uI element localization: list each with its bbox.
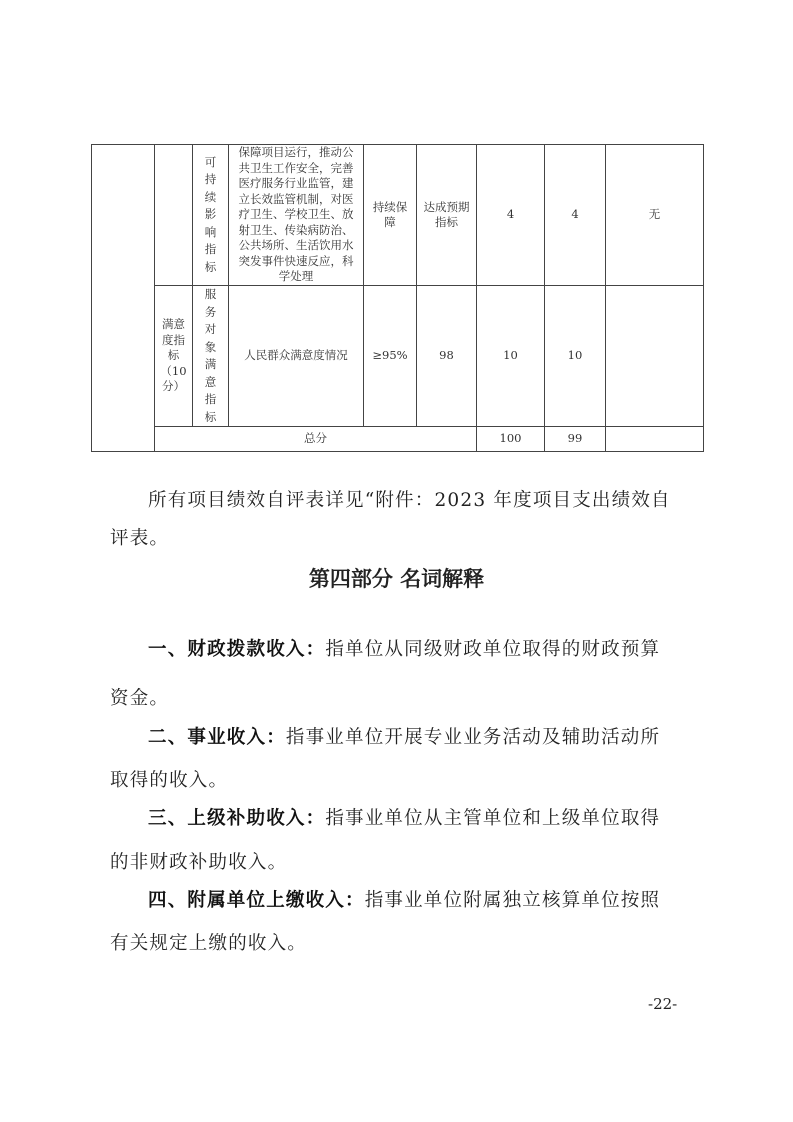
cell-category: 服务对象满意指标 (193, 286, 229, 427)
term-definition: 指单位从同级财政单位取得的财政预算 (325, 639, 661, 660)
cell-score: 10 (545, 286, 606, 427)
page-number: -22- (648, 995, 678, 1013)
term-3-line-1 (148, 800, 708, 838)
term-label: 一、财政拨款收入： (148, 639, 326, 660)
cell-score: 4 (545, 145, 606, 286)
cell-note: 无 (606, 145, 704, 286)
table-row-satisfaction (92, 286, 704, 427)
term-definition: 指事业单位附属独立核算单位按照 (364, 890, 661, 911)
term-2-line-1 (148, 719, 708, 757)
table-row-sustainability (92, 145, 704, 286)
term-label: 二、事业收入： (148, 727, 286, 748)
cell-actual: 达成预期指标 (417, 145, 477, 286)
cell-target: 持续保障 (364, 145, 417, 286)
intro-line-1: 所有项目绩效自评表详见“附件：2023 年度项目支出绩效自 (148, 490, 671, 511)
term-4-line-1 (148, 882, 708, 920)
cell-blank-first-col (92, 145, 155, 452)
cell-description: 保障项目运行，推动公共卫生工作安全，完善医疗服务行业监管，建立长效监管机制，对医疗卫生、学校卫生、放射卫生、传染病防治、公共场所、生活饮用水突发事件快速反应，科学处理 (229, 145, 364, 286)
table-row-total (92, 427, 704, 452)
cell-total-note (606, 427, 704, 452)
term-2-line-2: 取得的收入。 (110, 770, 229, 791)
term-1-line-1 (148, 631, 708, 669)
term-3-line-2: 的非财政补助收入。 (110, 852, 288, 873)
cell-weight: 4 (477, 145, 545, 286)
term-definition: 指事业单位从主管单位和上级单位取得 (325, 808, 661, 829)
cell-total-weight: 100 (477, 427, 545, 452)
term-definition: 指事业单位开展专业业务活动及辅助活动所 (285, 727, 661, 748)
term-label: 三、上级补助收入： (148, 808, 326, 829)
term-4-line-2: 有关规定上缴的收入。 (110, 933, 308, 954)
cell-note (606, 286, 704, 427)
cell-total-score: 99 (545, 427, 606, 452)
term-label: 四、附属单位上缴收入： (148, 890, 365, 911)
cell-category: 可持续影响指标 (193, 145, 229, 286)
term-1-line-2: 资金。 (110, 688, 170, 709)
performance-table (91, 144, 704, 452)
intro-line-2: 评表。 (110, 528, 170, 549)
cell-actual: 98 (417, 286, 477, 427)
cell-target: ≥95% (364, 286, 417, 427)
cell-group: 满意度指标（10分） (155, 286, 193, 427)
cell-blank-group (155, 145, 193, 286)
cell-description: 人民群众满意度情况 (229, 286, 364, 427)
section-title: 第四部分 名词解释 (308, 567, 485, 591)
cell-total-label: 总分 (155, 427, 477, 452)
cell-weight: 10 (477, 286, 545, 427)
